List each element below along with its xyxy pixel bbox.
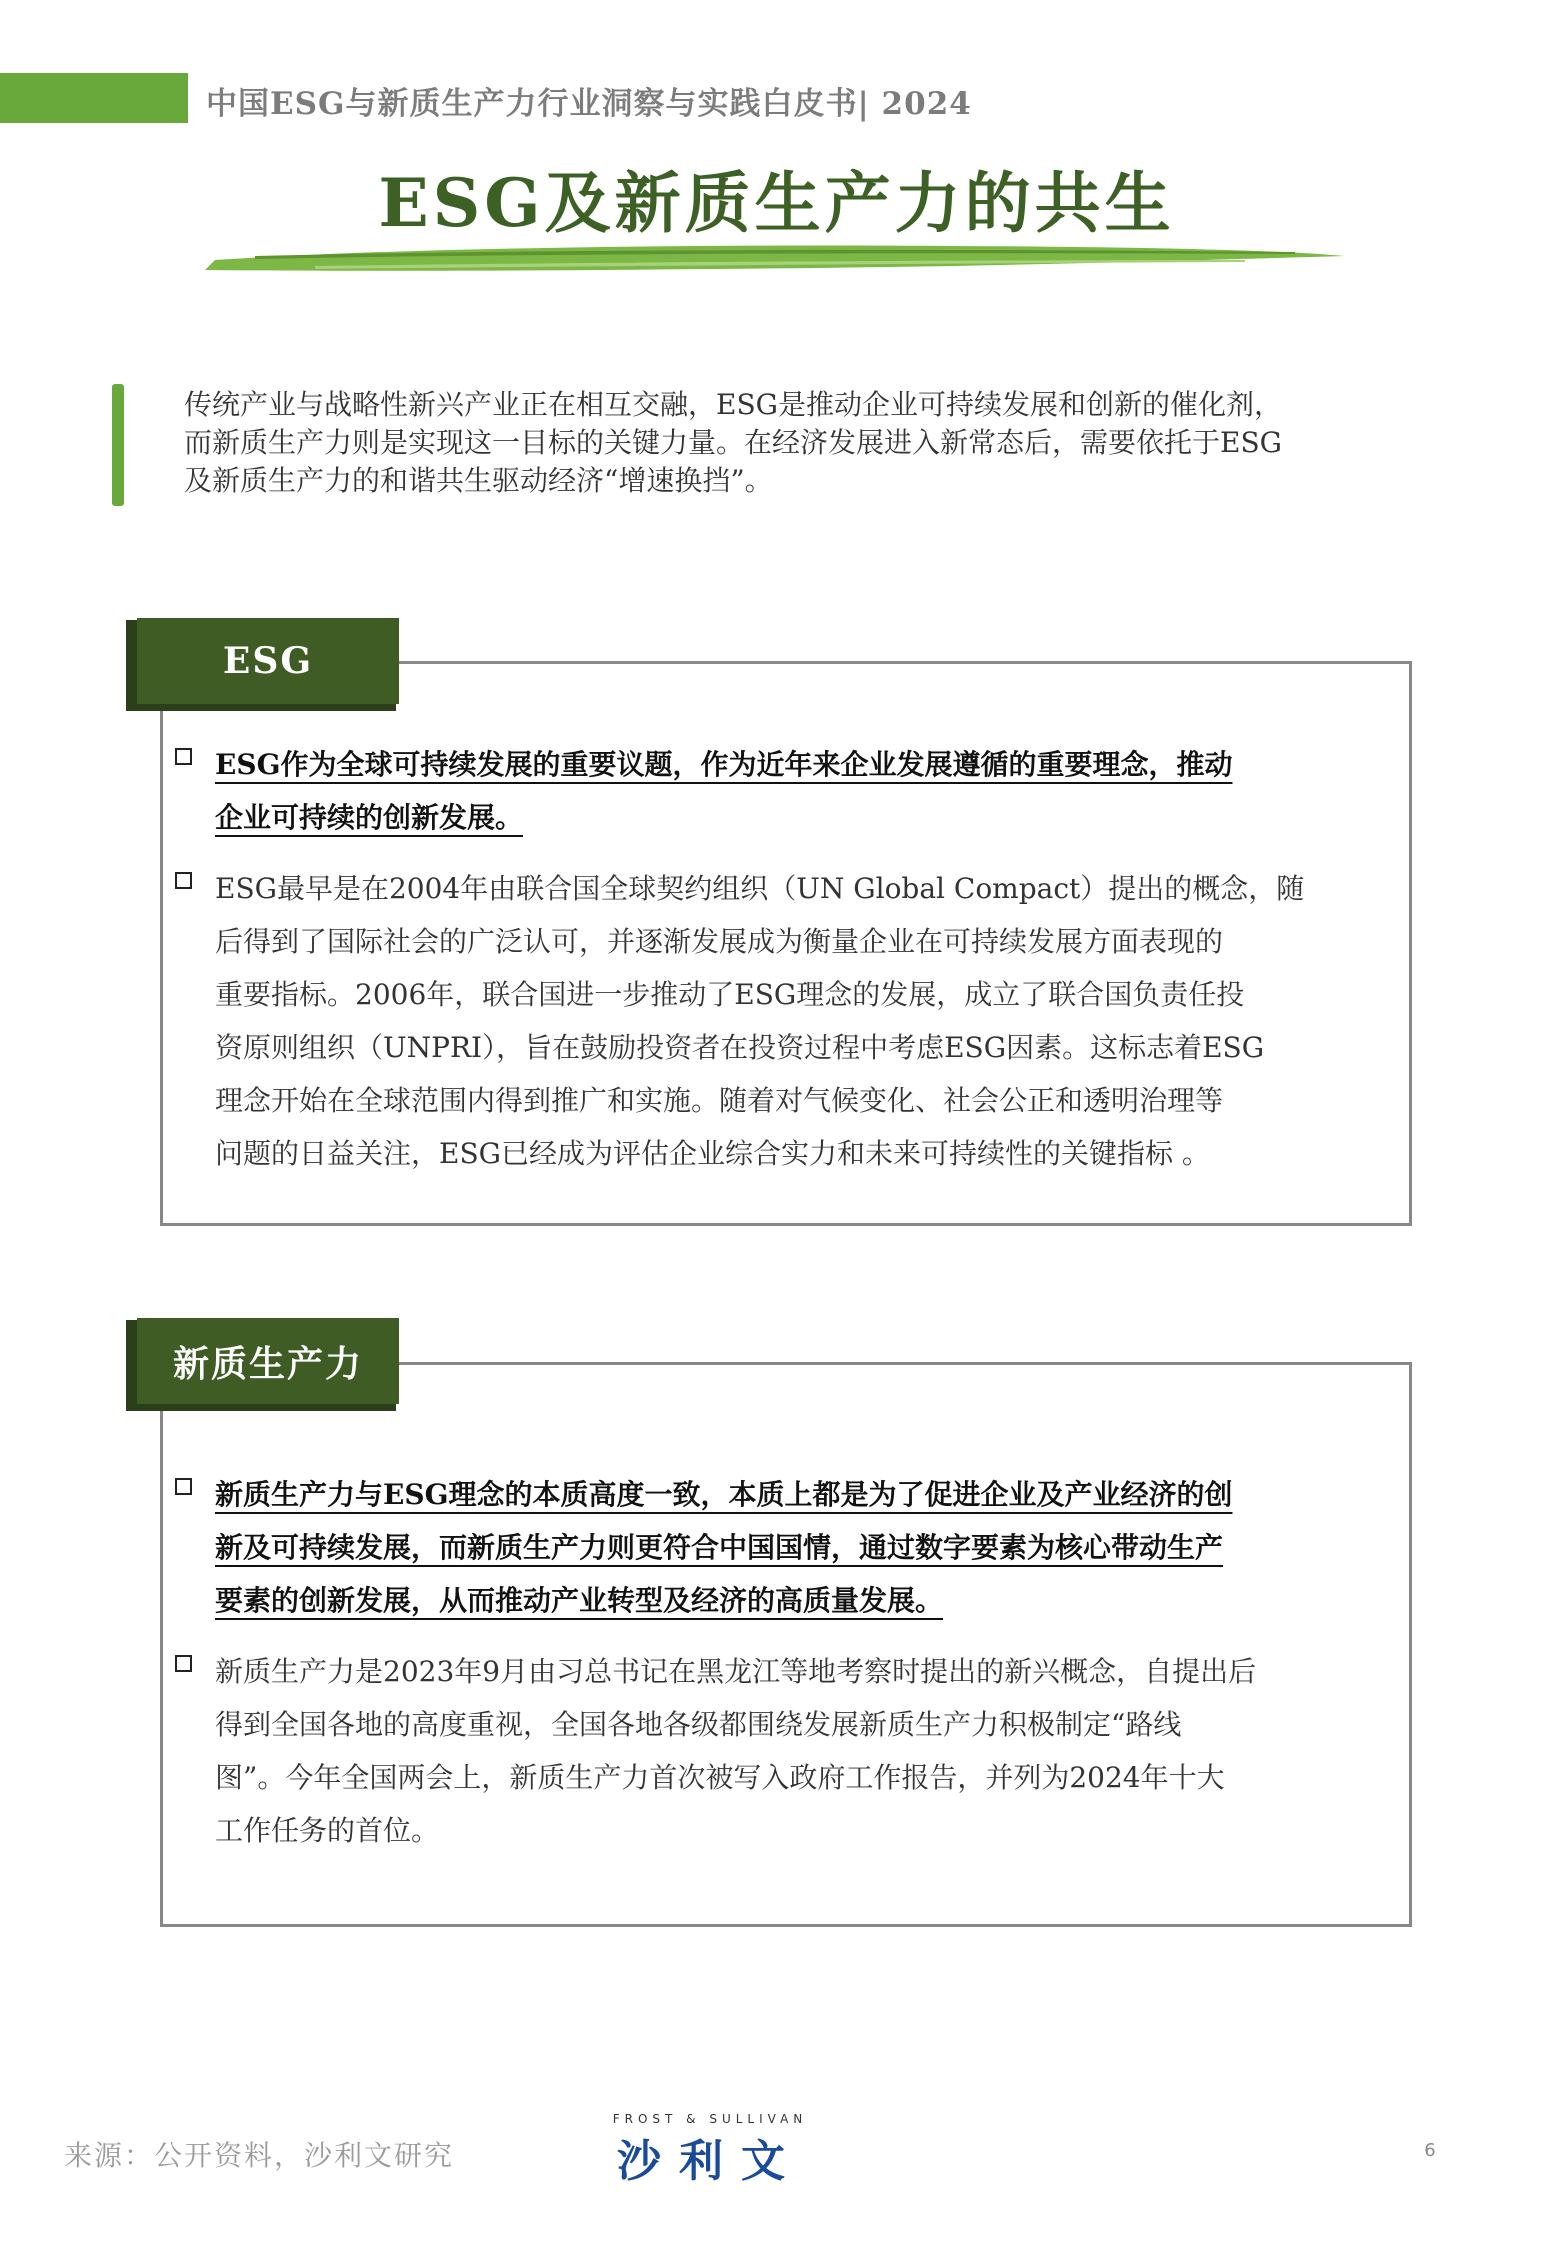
intro-paragraph bbox=[184, 386, 1444, 500]
text-line: ESG作为全球可持续发展的重要议题，作为近年来企业发展遵循的重要理念，推动 bbox=[215, 748, 1233, 781]
npf-item-1 bbox=[175, 1468, 1393, 1627]
brush-stroke-decoration bbox=[195, 238, 1355, 278]
text-line: 新及可持续发展，而新质生产力则更符合中国国情，通过数字要素为核心带动生产 bbox=[215, 1531, 1224, 1564]
npf-item-1-text bbox=[215, 1468, 1393, 1627]
text-line: 后得到了国际社会的广泛认可，并逐渐发展成为衡量企业在可持续发展方面表现的 bbox=[215, 925, 1224, 958]
page-title: ESG及新质生产力的共生 bbox=[378, 164, 1175, 242]
checkbox-bullet-icon bbox=[175, 1478, 192, 1495]
intro-line: 而新质生产力则是实现这一目标的关键力量。在经济发展进入新常态后，需要依托于ESG bbox=[184, 426, 1282, 459]
esg-item-2 bbox=[175, 862, 1393, 1180]
esg-section-tab: ESG bbox=[137, 618, 399, 704]
text-line: 资原则组织（UNPRI），旨在鼓励投资者在投资过程中考虑ESG因素。这标志着ESG bbox=[215, 1031, 1265, 1064]
text-line: 要素的创新发展，从而推动产业转型及经济的高质量发展。 bbox=[215, 1584, 944, 1617]
text-line: 问题的日益关注，ESG已经成为评估企业综合实力和未来可持续性的关键指标 。 bbox=[215, 1137, 1210, 1170]
text-line: ESG最早是在2004年由联合国全球契约组织（UN Global Compact）提出的概念，随 bbox=[215, 872, 1305, 905]
text-line: 企业可持续的创新发展。 bbox=[215, 801, 524, 834]
header-title: 中国ESG与新质生产力行业洞察与实践白皮书| 2024 bbox=[206, 86, 972, 122]
text-line: 新质生产力是2023年9月由习总书记在黑龙江等地考察时提出的新兴概念，自提出后 bbox=[215, 1655, 1257, 1688]
npf-item-2 bbox=[175, 1645, 1393, 1857]
text-line: 重要指标。2006年，联合国进一步推动了ESG理念的发展，成立了联合国负责任投 bbox=[215, 978, 1245, 1011]
checkbox-bullet-icon bbox=[175, 872, 192, 889]
text-line: 图”。今年全国两会上，新质生产力首次被写入政府工作报告，并列为2024年十大 bbox=[215, 1761, 1225, 1794]
checkbox-bullet-icon bbox=[175, 748, 192, 765]
page-number: 6 bbox=[1424, 2140, 1436, 2161]
esg-item-1-text bbox=[215, 738, 1393, 844]
npf-section-tab: 新质生产力 bbox=[137, 1318, 399, 1404]
text-line: 工作任务的首位。 bbox=[215, 1814, 440, 1847]
checkbox-bullet-icon bbox=[175, 1655, 192, 1672]
header-accent-bar bbox=[0, 73, 188, 123]
footer-source: 来源：公开资料，沙利文研究 bbox=[64, 2139, 455, 2172]
esg-item-2-text bbox=[215, 862, 1393, 1180]
text-line: 得到全国各地的高度重视，全国各地各级都围绕发展新质生产力积极制定“路线 bbox=[215, 1708, 1182, 1741]
text-line: 新质生产力与ESG理念的本质高度一致，本质上都是为了促进企业及产业经济的创 bbox=[215, 1478, 1233, 1511]
intro-line: 传统产业与战略性新兴产业正在相互交融，ESG是推动企业可持续发展和创新的催化剂， bbox=[184, 388, 1282, 421]
shaliwen-logo: 沙利文 bbox=[617, 2136, 803, 2187]
frost-sullivan-logo-text: FROST & SULLIVAN bbox=[612, 2112, 808, 2126]
intro-accent-bar bbox=[112, 384, 124, 506]
text-line: 理念开始在全球范围内得到推广和实施。随着对气候变化、社会公正和透明治理等 bbox=[215, 1084, 1224, 1117]
npf-item-2-text bbox=[215, 1645, 1393, 1857]
esg-item-1 bbox=[175, 738, 1393, 844]
intro-line: 及新质生产力的和谐共生驱动经济“增速换挡”。 bbox=[184, 464, 773, 497]
